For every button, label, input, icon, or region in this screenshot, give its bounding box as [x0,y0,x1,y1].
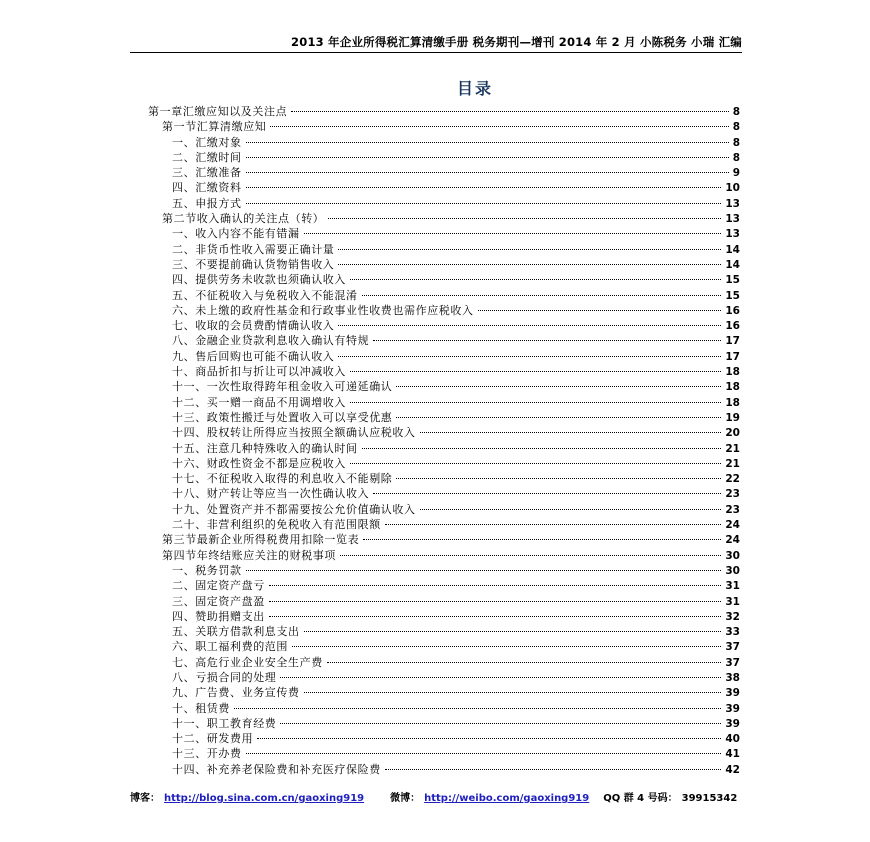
toc-entry-page: 42 [725,763,740,776]
toc-entry-title: 七、收取的会员费酌情确认收入 [172,319,335,333]
toc-entry[interactable] [148,701,740,716]
toc-leader-dots [246,172,729,173]
toc-entry-page: 17 [725,350,740,363]
toc-entry-page: 39 [725,687,740,700]
toc-leader-dots [246,203,722,204]
toc-entry-page: 19 [725,411,740,424]
toc-entry-title: 五、关联方借款利息支出 [172,625,300,639]
toc-leader-dots [246,142,729,143]
toc-leader-dots [246,187,722,188]
toc-leader-dots [396,478,721,479]
toc-entry[interactable] [148,456,740,471]
toc-entry-title: 第四节年终结账应关注的财税事项 [162,548,336,562]
toc-entry-title: 十三、开办费 [172,747,242,761]
toc-entry-page: 23 [725,503,740,516]
toc-entry-title: 四、赞助捐赠支出 [172,609,265,623]
toc-leader-dots [363,539,721,540]
toc-entry[interactable] [148,318,740,333]
toc-entry-title: 十三、政策性搬迁与处置收入可以享受优惠 [172,410,393,424]
toc-leader-dots [373,340,721,341]
toc-entry-page: 31 [725,580,740,593]
toc-entry-title: 三、汇缴准备 [172,166,242,180]
toc-entry-title: 二、固定资产盘亏 [172,579,265,593]
toc-entry-title: 三、不要提前确认货物销售收入 [172,257,335,271]
toc-entry-page: 31 [725,595,740,608]
toc-entry-page: 15 [725,274,740,287]
toc-leader-dots [362,295,722,296]
toc-entry-title: 三、固定资产盘盈 [172,594,265,608]
toc-entry[interactable] [148,410,740,425]
toc-entry[interactable] [148,746,740,761]
toc-leader-dots [420,509,722,510]
toc-leader-dots [338,249,721,250]
toc-leader-dots [269,616,722,617]
toc-leader-dots [385,769,722,770]
toc-entry-title: 四、提供劳务未收款也须确认收入 [172,273,346,287]
toc-leader-dots [350,402,721,403]
toc-entry-title: 二十、非营利组织的免税收入有范围限额 [172,518,381,532]
toc-leader-dots [292,646,721,647]
toc-entry-page: 18 [725,396,740,409]
weibo-link[interactable]: http://weibo.com/gaoxing919 [424,793,590,804]
qq-label: QQ 群 4 号码： [603,793,678,804]
toc-leader-dots [350,371,721,372]
toc-entry[interactable] [148,165,740,180]
toc-entry-title: 十五、注意几种特殊收入的确认时间 [172,441,358,455]
toc-entry[interactable] [148,196,740,211]
blog-link[interactable]: http://blog.sina.com.cn/gaoxing919 [164,793,365,804]
toc-entry-page: 14 [725,258,740,271]
toc-entry-title: 十四、股权转让所得应当按照全额确认应税收入 [172,426,416,440]
toc-entry-title: 二、非货币性收入需要正确计量 [172,242,335,256]
toc-entry[interactable] [148,364,740,379]
toc-entry-page: 30 [725,549,740,562]
toc-entry-page: 8 [732,151,740,164]
toc-entry[interactable] [148,349,740,364]
toc-entry-title: 第一节汇算清缴应知 [162,120,267,134]
toc-entry[interactable] [148,486,740,501]
toc-entry[interactable] [148,609,740,624]
toc-entry-page: 18 [725,381,740,394]
toc-entry-title: 十、商品折扣与折让可以冲减收入 [172,365,346,379]
toc-leader-dots [270,126,728,127]
toc-leader-dots [338,325,721,326]
toc-entry[interactable] [148,226,740,241]
toc-entry-page: 13 [725,197,740,210]
toc-entry[interactable] [148,379,740,394]
toc-entry-page: 38 [725,671,740,684]
toc-entry[interactable] [148,288,740,303]
toc-entry[interactable] [148,441,740,456]
toc-leader-dots [269,601,722,602]
toc-entry-title: 一、收入内容不能有错漏 [172,227,300,241]
toc-title: 目录 [456,79,493,98]
toc-entry-title: 八、亏损合同的处理 [172,670,277,684]
toc-entry-title: 第二节收入确认的关注点（转） [162,212,325,226]
header-divider [130,52,742,53]
toc-entry-page: 15 [725,289,740,302]
toc-entry-title: 第一章汇缴应知以及关注点 [148,105,288,118]
toc-entry-page: 33 [725,626,740,639]
toc-entry-title: 六、职工福利费的范围 [172,640,288,654]
toc-entry-title: 一、税务罚款 [172,563,242,577]
toc-entry-title: 七、高危行业企业安全生产费 [172,655,323,669]
toc-entry-page: 23 [725,488,740,501]
qq-number: 39915342 [681,793,738,804]
toc-entry-page: 41 [725,748,740,761]
toc-entry-title: 十二、研发费用 [172,732,254,746]
toc-leader-dots [478,310,722,311]
toc-entry[interactable] [148,517,740,532]
toc-entry[interactable] [148,731,740,746]
toc-leader-dots [246,157,729,158]
toc-entry-title: 十四、补充养老保险费和补充医疗保险费 [172,762,381,776]
toc-leader-dots [304,692,722,693]
toc-leader-dots [350,463,721,464]
toc-entry-page: 16 [725,320,740,333]
toc-entry-title: 五、申报方式 [172,196,242,210]
toc-leader-dots [291,111,728,112]
toc-entry[interactable] [148,242,740,257]
toc-leader-dots [373,493,721,494]
toc-leader-dots [246,570,722,571]
toc-entry-page: 8 [732,121,740,134]
toc-leader-dots [385,524,722,525]
toc-entry[interactable] [148,624,740,639]
table-of-contents [148,104,740,777]
toc-entry-page: 24 [725,519,740,532]
toc-entry-page: 22 [725,473,740,486]
toc-entry[interactable] [148,471,740,486]
toc-leader-dots [327,662,722,663]
toc-entry[interactable] [148,333,740,348]
toc-leader-dots [340,555,721,556]
toc-leader-dots [420,432,722,433]
toc-leader-dots [328,218,721,219]
toc-entry-page: 13 [725,228,740,241]
toc-entry[interactable] [148,135,740,150]
toc-leader-dots [304,233,722,234]
toc-entry-title: 六、未上缴的政府性基金和行政事业性收费也需作应税收入 [172,303,474,317]
toc-entry-title: 十九、处置资产并不都需要按公允价值确认收入 [172,502,416,516]
toc-entry[interactable] [148,425,740,440]
toc-leader-dots [396,417,721,418]
toc-entry-title: 八、金融企业贷款利息收入确认有特规 [172,334,370,348]
toc-entry-title: 四、汇缴资料 [172,181,242,195]
toc-entry-title: 九、广告费、业务宣传费 [172,686,300,700]
toc-entry[interactable] [148,211,740,226]
toc-leader-dots [234,708,721,709]
toc-entry-page: 18 [725,366,740,379]
page-footer [130,789,742,804]
toc-entry[interactable] [148,150,740,165]
toc-entry[interactable] [148,502,740,517]
toc-entry-title: 十、租赁费 [172,701,230,715]
toc-entry[interactable] [148,395,740,410]
toc-entry-page: 21 [725,442,740,455]
toc-entry-page: 39 [725,717,740,730]
toc-entry-page: 37 [725,656,740,669]
toc-entry[interactable] [148,272,740,287]
toc-entry-page: 39 [725,702,740,715]
toc-entry[interactable] [148,639,740,654]
toc-entry-title: 十八、财产转让等应当一次性确认收入 [172,487,370,501]
toc-leader-dots [396,386,721,387]
toc-entry[interactable] [148,594,740,609]
toc-leader-dots [350,279,721,280]
toc-entry[interactable] [148,762,740,777]
toc-entry[interactable] [148,257,740,272]
toc-entry-page: 24 [725,534,740,547]
toc-entry[interactable] [148,303,740,318]
toc-entry[interactable] [148,119,740,134]
toc-entry[interactable] [148,685,740,700]
toc-entry[interactable] [148,104,740,119]
toc-entry-page: 16 [725,304,740,317]
toc-entry-title: 第三节最新企业所得税费用扣除一览表 [162,533,360,547]
toc-entry[interactable] [148,670,740,685]
toc-leader-dots [338,264,721,265]
toc-leader-dots [269,585,722,586]
toc-entry-title: 一、汇缴对象 [172,135,242,149]
toc-leader-dots [280,723,721,724]
toc-entry-title: 九、售后回购也可能不确认收入 [172,349,335,363]
toc-entry-page: 20 [725,427,740,440]
toc-entry[interactable] [148,563,740,578]
toc-leader-dots [362,448,722,449]
toc-leader-dots [257,738,721,739]
toc-entry-title: 十六、财政性资金不都是应税收入 [172,456,346,470]
toc-entry-page: 30 [725,564,740,577]
toc-entry[interactable] [148,180,740,195]
toc-entry-title: 五、不征税收入与免税收入不能混淆 [172,288,358,302]
toc-entry[interactable] [148,532,740,547]
toc-leader-dots [246,753,722,754]
toc-entry[interactable] [148,716,740,731]
toc-entry[interactable] [148,578,740,593]
toc-entry-title: 十一、一次性取得跨年租金收入可递延确认 [172,380,393,394]
toc-entry-page: 9 [732,167,740,180]
toc-entry-page: 8 [732,136,740,149]
toc-entry-page: 17 [725,335,740,348]
blog-label: 博客： [130,793,160,804]
page-header: 2013 年企业所得税汇算清缴手册 税务期刊—增刊 2014 年 2 月 小陈税务 小瑞 汇编 [291,35,742,49]
toc-entry[interactable] [148,655,740,670]
toc-entry-page: 37 [725,641,740,654]
toc-entry-page: 14 [725,243,740,256]
toc-entry-page: 21 [725,457,740,470]
toc-leader-dots [280,677,721,678]
toc-entry-page: 40 [725,733,740,746]
toc-entry-page: 10 [725,182,740,195]
toc-entry-title: 十七、不征税收入取得的利息收入不能剔除 [172,472,393,486]
toc-entry-title: 十二、买一赠一商品不用调增收入 [172,395,346,409]
toc-entry[interactable] [148,548,740,563]
toc-entry-page: 8 [732,106,740,118]
toc-entry-page: 13 [725,213,740,226]
toc-entry-page: 32 [725,610,740,623]
toc-entry-title: 十一、职工教育经费 [172,716,277,730]
toc-entry-title: 二、汇缴时间 [172,150,242,164]
weibo-label: 微博： [390,793,421,804]
toc-leader-dots [338,356,721,357]
toc-leader-dots [304,631,722,632]
